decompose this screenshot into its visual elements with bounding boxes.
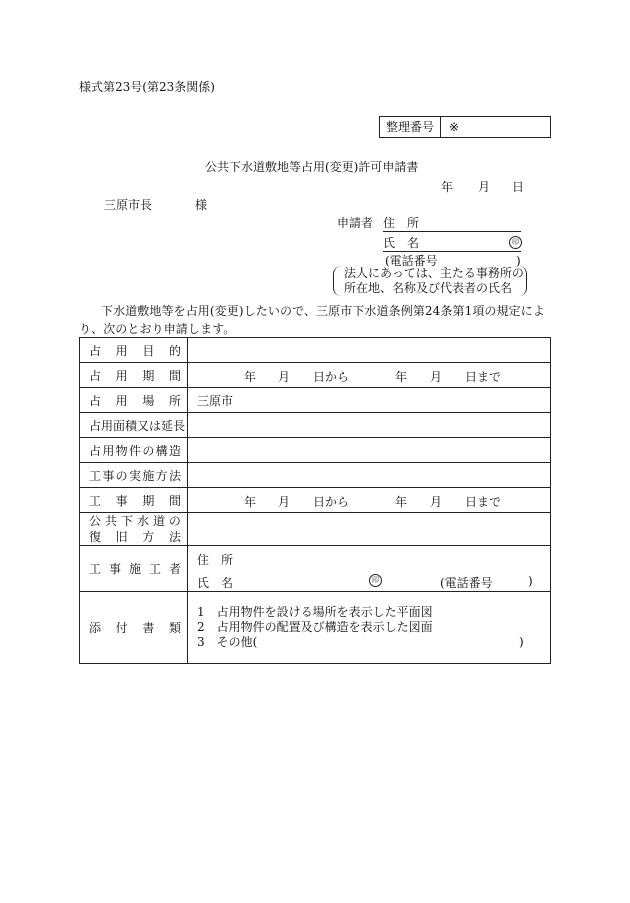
application-table <box>79 337 551 664</box>
addressee-name: 三原市長 <box>104 198 153 212</box>
table-row <box>80 363 551 388</box>
contractor-name-label: 氏 名 <box>197 576 234 590</box>
purpose-field[interactable] <box>188 338 551 363</box>
area-field[interactable] <box>188 413 551 438</box>
period-to-day: 日まで <box>465 370 502 384</box>
contractor-field[interactable] <box>188 546 551 592</box>
table-row <box>80 513 551 546</box>
applicant-seal-icon: 印 <box>509 236 522 249</box>
applicant-phone-label: (電話番号 <box>385 254 438 268</box>
work-from-day: 日から <box>313 495 350 509</box>
restore-label-line-2: 復 旧 方 法 <box>89 530 181 544</box>
date-year: 年 <box>441 180 454 194</box>
work-to-day: 日まで <box>465 495 502 509</box>
attachment-item-3: 3 その他( ) <box>197 635 524 649</box>
attachment-item-1: 1 占用物件を設ける場所を表示した平面図 <box>197 605 433 619</box>
corporate-note <box>333 266 527 296</box>
period-label: 占 用 期 間 <box>89 368 181 383</box>
period-from-month: 月 <box>278 370 291 384</box>
applicant-address-line[interactable] <box>383 231 521 232</box>
table-row <box>80 488 551 513</box>
method-field[interactable] <box>188 463 551 488</box>
form-number-label: 様式第23号(第23条関係) <box>79 80 215 94</box>
contractor-label: 工 事 施 工 者 <box>89 562 181 576</box>
contractor-address-label: 住 所 <box>197 553 234 567</box>
applicant-address-label: 住 所 <box>383 216 420 230</box>
structure-label: 占 用 物 件 の 構 造 <box>89 443 181 458</box>
work-to-year: 年 <box>395 495 408 509</box>
table-row <box>80 592 551 664</box>
work-period-label: 工 事 期 間 <box>89 493 181 508</box>
structure-field[interactable] <box>188 438 551 463</box>
reference-number-box <box>379 116 551 138</box>
table-row <box>80 338 551 363</box>
location-field[interactable] <box>188 388 551 413</box>
work-to-month: 月 <box>430 495 443 509</box>
corporate-note-line-2: 所在地、名称及び代表者の氏名 <box>344 281 513 295</box>
date-month: 月 <box>478 180 491 194</box>
work-period-field[interactable] <box>188 488 551 513</box>
method-label: 工 事 の 実 施 方 法 <box>89 468 181 483</box>
table-row <box>80 438 551 463</box>
applicant-label: 申請者 <box>337 216 374 230</box>
restore-method-field[interactable] <box>188 513 551 546</box>
table-row <box>80 388 551 413</box>
attachment-item-2: 2 占用物件の配置及び構造を表示した図面 <box>197 620 433 634</box>
attachments-field[interactable] <box>188 592 551 664</box>
date-day: 日 <box>512 180 525 194</box>
reference-number-label: 整理番号 <box>380 117 441 137</box>
reference-number-value: ※ <box>449 120 460 134</box>
attachments-label: 添 付 書 類 <box>89 621 181 635</box>
area-label: 占用面積又は延長 <box>89 418 186 433</box>
restore-label-line-1: 公 共 下 水 道 の <box>89 514 181 528</box>
addressee-honorific: 様 <box>195 198 208 212</box>
document-title: 公共下水道敷地等占用(変更)許可申請書 <box>205 160 419 174</box>
location-label: 占 用 場 所 <box>89 393 181 408</box>
table-row <box>80 413 551 438</box>
period-to-month: 月 <box>430 370 443 384</box>
applicant-name-line[interactable] <box>383 251 521 252</box>
table-row <box>80 546 551 592</box>
contractor-phone-label: (電話番号 <box>440 576 493 590</box>
work-from-year: 年 <box>244 495 257 509</box>
application-statement: 下水道敷地等を占用(変更)したいので、三原市下水道条例第24条第1項の規定により、次のとおり申請します。 <box>79 304 545 336</box>
purpose-label: 占 用 目 的 <box>89 343 181 358</box>
period-from-year: 年 <box>244 370 257 384</box>
attachment-item-3-close: ) <box>519 635 524 649</box>
table-row <box>80 463 551 488</box>
location-value: 三原市 <box>197 393 234 408</box>
period-field[interactable] <box>188 363 551 388</box>
period-to-year: 年 <box>395 370 408 384</box>
contractor-phone-close: ) <box>528 574 533 588</box>
corporate-note-line-1: 法人にあっては、主たる事務所の <box>344 266 524 280</box>
work-from-month: 月 <box>278 495 291 509</box>
applicant-phone-close: ) <box>516 254 521 268</box>
contractor-seal-icon: 印 <box>369 574 382 587</box>
applicant-name-label: 氏 名 <box>383 236 420 250</box>
period-from-day: 日から <box>313 370 350 384</box>
